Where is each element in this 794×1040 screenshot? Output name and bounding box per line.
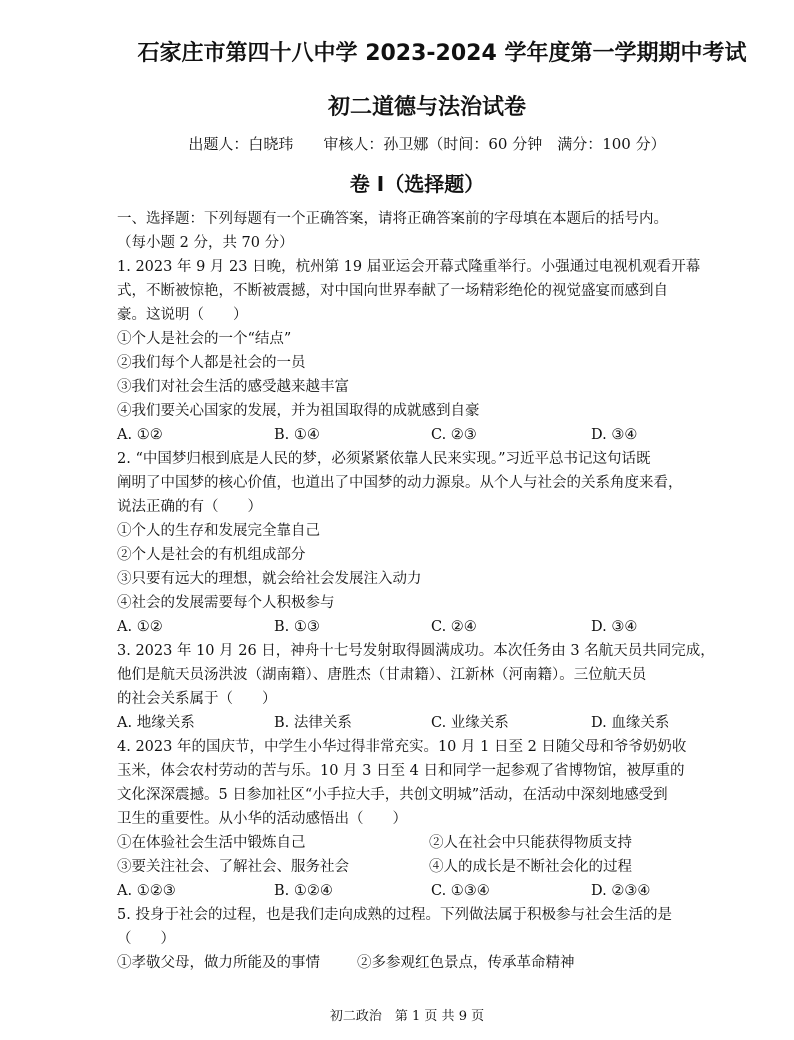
q1-text: 式，不断被惊艳，不断被震撼，对中国向世界奉献了一场精彩绝伦的视觉盛宴而感到自 [117,283,668,299]
q3-text: 3. 2023 年 10 月 26 日，神舟十七号发射取得圆满成功。本次任务由 3 名航天员共同完成， [117,643,715,659]
q4-text: 玉米，体会农村劳动的苦与乐。10 月 3 日至 4 日和同学一起参观了省博物馆，被厚重的 [117,763,685,779]
q2-text: 说法正确的有（ ） [117,499,262,515]
q4-option: ④人的成长是不断社会化的过程 [429,859,632,875]
choice-b: B. ①③ [274,619,320,635]
q5-text: 5. 投身于社会的过程，也是我们走向成熟的过程。下列做法属于积极参与社会生活的是 [117,907,672,923]
q4-text: 卫生的重要性。从小华的活动感悟出（ ） [117,811,407,827]
q2-choices [117,615,737,639]
q2-text: 阐明了中国梦的核心价值，也道出了中国梦的动力源泉。从个人与社会的关系角度来看， [117,475,683,491]
page-footer: 初二政治 第 1 页 共 9 页 [329,1009,485,1024]
choice-d: D. 血缘关系 [591,715,670,731]
q5-options-row [117,951,737,975]
question-body [117,207,737,975]
q4-option: ②人在社会中只能获得物质支持 [429,835,632,851]
q3-text: 他们是航天员汤洪波（湖南籍）、唐胜杰（甘肃籍）、江新林（河南籍）。三位航天员 [117,667,647,683]
q4-text: 4. 2023 年的国庆节，中学生小华过得非常充实。10 月 1 日至 2 日随父母和爷爷奶奶收 [117,739,687,755]
choice-d: D. ③④ [591,619,638,635]
choice-c: C. ②④ [431,619,477,635]
choice-d: D. ③④ [591,427,638,443]
q1-option: ④我们要关心国家的发展，并为祖国取得的成就感到自豪 [117,403,480,419]
choice-c: C. 业缘关系 [431,715,509,731]
q5-option: ②多参观红色景点，传承革命精神 [357,955,575,971]
choice-b: B. ①④ [274,427,320,443]
exam-title: 石家庄市第四十八中学 2023-2024 学年度第一学期期中考试 [137,41,747,66]
q3-choices [117,711,737,735]
choice-b: B. ①②④ [274,883,333,899]
q4-choices [117,879,737,903]
q5-text: （ ） [117,931,175,947]
choice-a: A. ①② [117,619,163,635]
choice-c: C. ②③ [431,427,477,443]
exam-meta: 出题人：白晓玮 审核人：孙卫娜（时间：60 分钟 满分：100 分） [188,135,666,153]
q4-text: 文化深深震撼。5 日参加社区“小手拉大手，共创文明城”活动，在活动中深刻地感受到 [117,787,668,803]
choice-c: C. ①③④ [431,883,490,899]
q1-text: 豪。这说明（ ） [117,307,248,323]
q5-option: ①孝敬父母，做力所能及的事情 [117,955,320,971]
q1-option: ③我们对社会生活的感受越来越丰富 [117,379,349,395]
q1-option: ①个人是社会的一个“结点” [117,331,292,347]
q2-option: ①个人的生存和发展完全靠自己 [117,523,320,539]
q2-text: 2. “中国梦归根到底是人民的梦，必须紧紧依靠人民来实现。”习近平总书记这句话既 [117,451,651,467]
instructions-score: （每小题 2 分，共 70 分） [117,235,294,251]
choice-a: A. 地缘关系 [117,715,195,731]
q2-option: ④社会的发展需要每个人积极参与 [117,595,335,611]
q3-text: 的社会关系属于（ ） [117,691,277,707]
q2-option: ③只要有远大的理想，就会给社会发展注入动力 [117,571,422,587]
instructions-line: 一、选择题：下列每题有一个正确答案，请将正确答案前的字母填在本题后的括号内。 [117,211,668,227]
q1-text: 1. 2023 年 9 月 23 日晚，杭州第 19 届亚运会开幕式隆重举行。小强通过电视机观看开幕 [117,259,701,275]
q4-options-row [117,855,737,879]
q1-choices [117,423,737,447]
choice-b: B. 法律关系 [274,715,352,731]
choice-d: D. ②③④ [591,883,651,899]
q2-option: ②个人是社会的有机组成部分 [117,547,306,563]
q1-option: ②我们每个人都是社会的一员 [117,355,306,371]
choice-a: A. ①②③ [117,883,176,899]
q4-options-row [117,831,737,855]
section-heading: 卷 I（选择题） [349,172,485,196]
q4-option: ①在体验社会生活中锻炼自己 [117,835,306,851]
exam-subtitle: 初二道德与法治试卷 [327,95,526,120]
q4-option: ③要关注社会、了解社会、服务社会 [117,859,349,875]
choice-a: A. ①② [117,427,163,443]
